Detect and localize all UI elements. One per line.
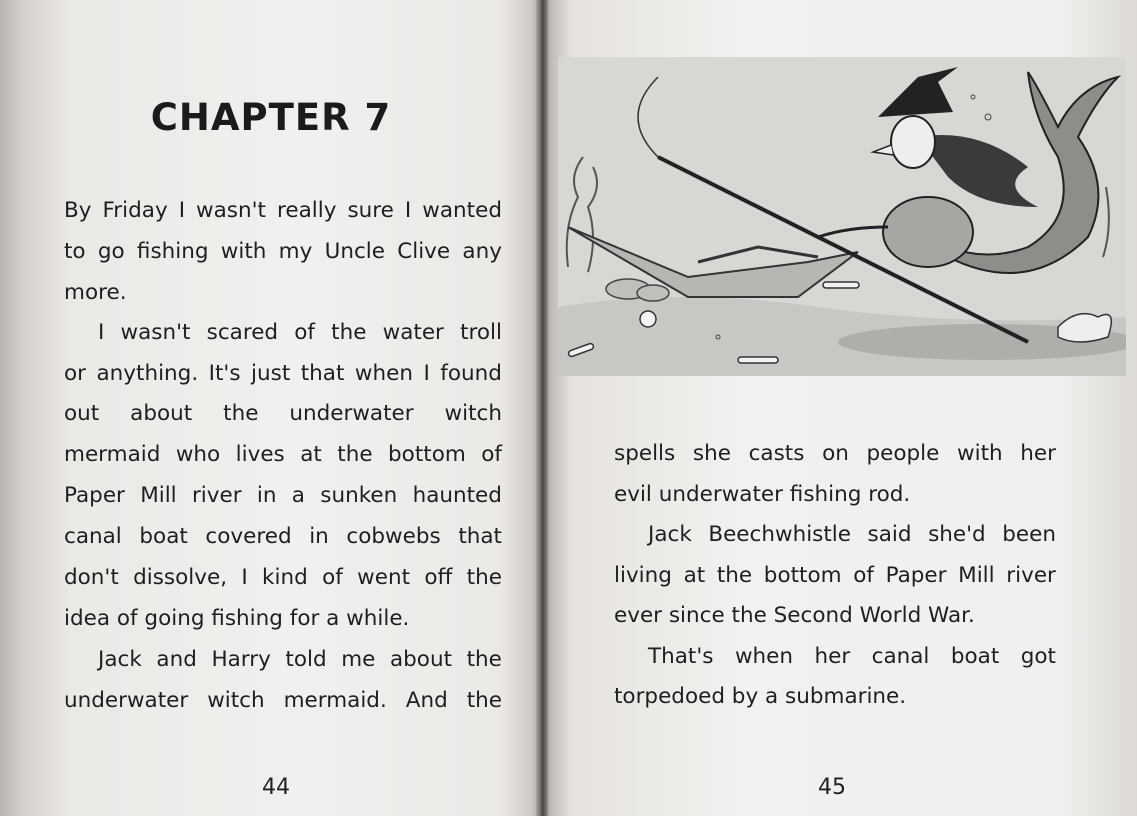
word: Mill bbox=[140, 483, 177, 508]
chapter-title: CHAPTER 7 bbox=[150, 96, 392, 139]
word: I bbox=[241, 565, 248, 590]
word: found bbox=[440, 361, 502, 386]
text-line bbox=[64, 442, 502, 468]
word: me bbox=[341, 647, 376, 672]
page-number-left: 44 bbox=[262, 775, 290, 800]
word: Paper bbox=[64, 483, 125, 508]
word: haunted bbox=[412, 483, 502, 508]
word: with bbox=[220, 239, 267, 264]
text-line bbox=[64, 239, 502, 265]
text-line bbox=[64, 320, 502, 346]
word: boat bbox=[139, 524, 188, 549]
word: just bbox=[251, 361, 291, 386]
word: cobwebs bbox=[346, 524, 441, 549]
text-line bbox=[64, 647, 502, 673]
word: Paper bbox=[885, 563, 947, 588]
word: at bbox=[683, 563, 706, 588]
word: the bbox=[331, 320, 367, 345]
word: a bbox=[291, 483, 305, 508]
word: I bbox=[423, 361, 430, 386]
word: of bbox=[481, 442, 502, 467]
word: That's bbox=[648, 644, 714, 669]
word: river bbox=[1006, 563, 1056, 588]
word: sunken bbox=[320, 483, 398, 508]
word: underwater bbox=[289, 401, 414, 426]
word: the bbox=[466, 647, 502, 672]
word: of bbox=[294, 320, 315, 345]
text-line bbox=[64, 198, 502, 224]
word: about bbox=[130, 401, 193, 426]
word: when bbox=[734, 644, 794, 669]
text-line bbox=[614, 644, 1056, 670]
word: her bbox=[1020, 441, 1056, 466]
word: been bbox=[1002, 522, 1056, 547]
word: I bbox=[178, 198, 186, 223]
word: mermaid. bbox=[283, 688, 387, 713]
word: troll bbox=[460, 320, 502, 345]
word: fishing bbox=[136, 239, 209, 264]
word: Clive bbox=[397, 239, 451, 264]
text-line bbox=[64, 483, 502, 509]
word: really bbox=[277, 198, 337, 223]
bleed-through-text: ⠀ bbox=[395, 70, 411, 94]
text-line bbox=[614, 441, 1056, 467]
word: off bbox=[424, 565, 453, 590]
word: to bbox=[64, 239, 86, 264]
word: bottom bbox=[763, 563, 842, 588]
word: out bbox=[64, 401, 100, 426]
word: the bbox=[466, 565, 502, 590]
word: canal bbox=[871, 644, 930, 669]
word: my bbox=[278, 239, 313, 264]
word: any bbox=[462, 239, 502, 264]
text-line bbox=[64, 524, 502, 550]
word: wasn't bbox=[120, 320, 191, 345]
word: at bbox=[300, 442, 322, 467]
text-line: evil underwater fishing rod. bbox=[614, 482, 911, 507]
word: boat bbox=[950, 644, 1000, 669]
word: she bbox=[692, 441, 731, 466]
text-line: more. bbox=[64, 280, 127, 305]
word: people bbox=[866, 441, 940, 466]
text-line bbox=[64, 688, 502, 714]
word: and bbox=[156, 647, 197, 672]
word: spells bbox=[614, 441, 676, 466]
word: the bbox=[223, 401, 259, 426]
word: witch bbox=[207, 688, 265, 713]
text-line bbox=[614, 522, 1056, 548]
word: sure bbox=[347, 198, 394, 223]
illustration-svg bbox=[558, 57, 1126, 376]
word: that bbox=[458, 524, 502, 549]
word: Friday bbox=[102, 198, 168, 223]
page-number-right: 45 bbox=[818, 775, 846, 800]
word: with bbox=[957, 441, 1003, 466]
word: Uncle bbox=[324, 239, 385, 264]
word: went bbox=[357, 565, 411, 590]
word: in bbox=[256, 483, 277, 508]
word: water bbox=[382, 320, 444, 345]
word: covered bbox=[205, 524, 292, 549]
word: of bbox=[853, 563, 874, 588]
word: go bbox=[97, 239, 125, 264]
word: her bbox=[814, 644, 851, 669]
word: when bbox=[354, 361, 413, 386]
word: in bbox=[309, 524, 329, 549]
word: I bbox=[404, 198, 412, 223]
word: I bbox=[98, 320, 105, 345]
word: that bbox=[300, 361, 345, 386]
word: underwater bbox=[64, 688, 189, 713]
word: said bbox=[867, 522, 912, 547]
text-line bbox=[64, 401, 502, 427]
text-line: ever since the Second World War. bbox=[614, 603, 975, 628]
word: the bbox=[466, 688, 502, 713]
word: of bbox=[322, 565, 343, 590]
word: living bbox=[614, 563, 672, 588]
word: wanted bbox=[422, 198, 502, 223]
word: Harry bbox=[211, 647, 271, 672]
word: anything. bbox=[96, 361, 199, 386]
text-line: torpedoed by a submarine. bbox=[614, 684, 907, 709]
word: she'd bbox=[928, 522, 986, 547]
text-line bbox=[64, 361, 502, 387]
word: about bbox=[389, 647, 453, 672]
word: or bbox=[64, 361, 86, 386]
word: on bbox=[822, 441, 849, 466]
word: told bbox=[285, 647, 327, 672]
word: wasn't bbox=[196, 198, 266, 223]
word: who bbox=[175, 442, 221, 467]
word: dissolve, bbox=[133, 565, 228, 590]
word: scared bbox=[206, 320, 279, 345]
word: Jack bbox=[648, 522, 692, 547]
word: And bbox=[405, 688, 448, 713]
word: got bbox=[1020, 644, 1056, 669]
word: don't bbox=[64, 565, 119, 590]
word: witch bbox=[444, 401, 502, 426]
witch-mermaid-illustration bbox=[558, 57, 1126, 376]
word: casts bbox=[748, 441, 805, 466]
word: bottom bbox=[388, 442, 466, 467]
word: Beechwhistle bbox=[708, 522, 851, 547]
word: It's bbox=[208, 361, 241, 386]
text-line bbox=[64, 565, 502, 591]
word: Mill bbox=[958, 563, 995, 588]
word: river bbox=[191, 483, 242, 508]
word: By bbox=[64, 198, 92, 223]
word: lives bbox=[235, 442, 285, 467]
word: the bbox=[337, 442, 373, 467]
word: canal bbox=[64, 524, 122, 549]
word: kind bbox=[262, 565, 308, 590]
text-line bbox=[614, 563, 1056, 589]
text-line: idea of going fishing for a while. bbox=[64, 606, 410, 631]
word: Jack bbox=[98, 647, 142, 672]
word: mermaid bbox=[64, 442, 161, 467]
word: the bbox=[716, 563, 753, 588]
